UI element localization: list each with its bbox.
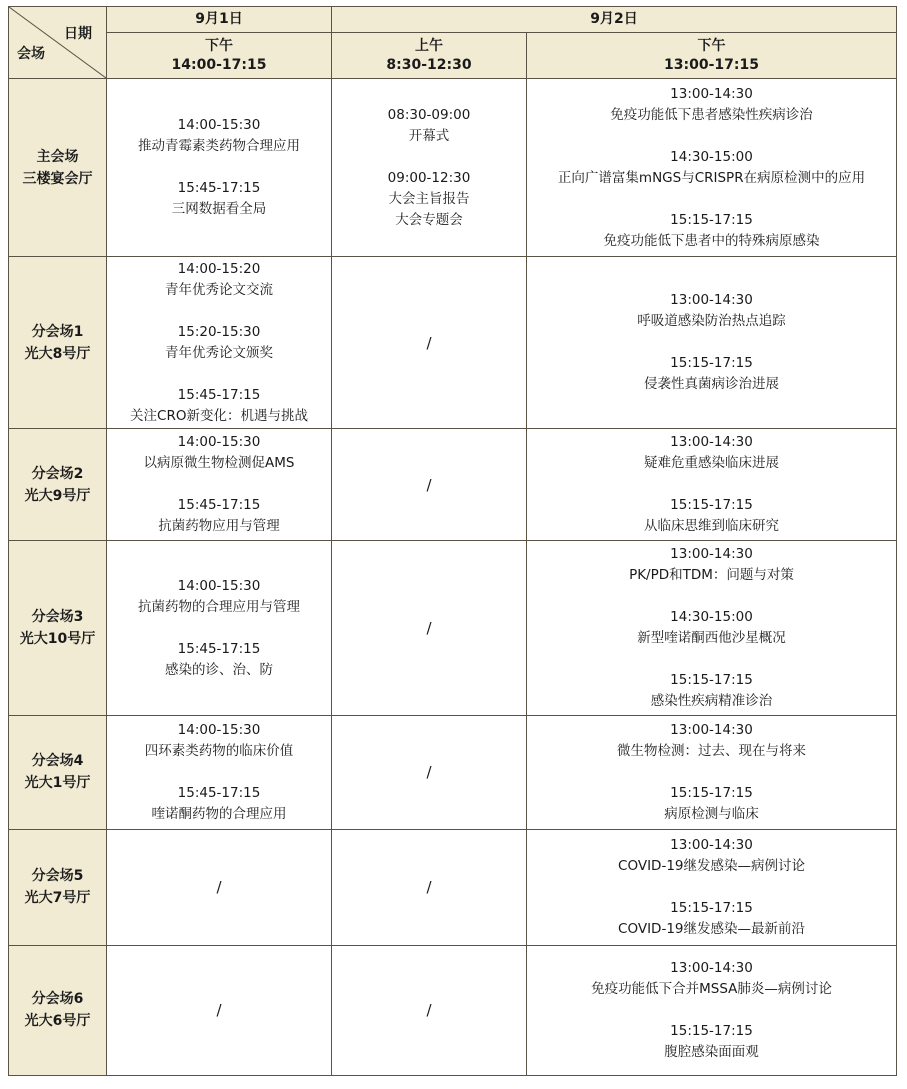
corner-header	[9, 7, 107, 79]
session-block	[107, 576, 331, 618]
session-time: 14:30-15:00	[670, 609, 753, 626]
session-block	[332, 105, 526, 147]
col2-time: 8:30-12:30	[386, 56, 472, 73]
session-time: 15:15-17:15	[670, 672, 753, 689]
session-block	[107, 259, 331, 301]
session-title: 呼吸道感染防治热点追踪	[637, 313, 786, 330]
venue-hall: 光大6号厅	[24, 1013, 91, 1030]
session-cell-c2	[332, 429, 527, 541]
venue-cell	[9, 715, 107, 829]
session-cell-c2	[332, 79, 527, 257]
session-block	[107, 322, 331, 364]
venue-hall: 光大9号厅	[24, 487, 91, 504]
col3-time: 13:00-17:15	[664, 56, 759, 73]
session-block	[107, 178, 331, 220]
venue-hall: 光大7号厅	[24, 890, 91, 907]
session-time: 14:30-15:00	[670, 148, 753, 165]
session-time: 14:00-15:30	[177, 577, 261, 594]
empty-slot-mark: /	[426, 878, 432, 897]
session-time: 08:30-09:00	[387, 106, 471, 123]
session-time: 15:45-17:15	[177, 640, 261, 657]
session-title: 感染性疾病精准诊治	[650, 693, 773, 710]
session-time: 15:15-17:15	[670, 784, 753, 801]
venue-cell	[9, 829, 107, 945]
session-time: 13:00-14:30	[670, 85, 753, 102]
session-title: 免疫功能低下患者中的特殊病原感染	[603, 232, 820, 249]
session-cell-c1	[107, 79, 332, 257]
session-cell-c2	[332, 541, 527, 715]
empty-slot-mark: /	[426, 475, 432, 494]
session-title: 喹诺酮药物的合理应用	[151, 805, 287, 822]
session-block	[527, 353, 896, 395]
session-title: 正向广谱富集mNGS与CRISPR在病原检测中的应用	[557, 169, 866, 186]
session-title: 推动青霉素类药物合理应用	[138, 138, 300, 155]
empty-slot-mark: /	[426, 763, 432, 782]
table-row	[9, 945, 897, 1075]
venue-cell	[9, 257, 107, 429]
venue-hall: 光大8号厅	[24, 345, 91, 362]
session-time: 15:45-17:15	[177, 497, 261, 514]
col3-period: 下午	[697, 37, 726, 54]
session-time: 14:00-15:30	[177, 434, 261, 451]
schedule-table	[8, 6, 897, 1076]
session-title: 青年优秀论文颁奖	[165, 344, 273, 361]
session-time: 14:00-15:30	[177, 721, 261, 738]
session-block	[527, 835, 896, 877]
session-title: 侵袭性真菌病诊治进展	[644, 376, 779, 393]
corner-date-label: 日期	[64, 26, 92, 42]
session-title: 免疫功能低下合并MSSA肺炎—病例讨论	[591, 980, 832, 997]
session-title: COVID-19继发感染—最新前沿	[618, 920, 805, 937]
venue-name: 分会场6	[31, 991, 84, 1008]
session-block	[527, 607, 896, 649]
session-time: 15:15-17:15	[670, 899, 753, 916]
session-block	[107, 385, 331, 427]
session-time: 14:00-15:20	[177, 260, 261, 277]
venue-name: 分会场4	[31, 753, 84, 770]
session-cell-c3	[527, 829, 897, 945]
session-time: 15:15-17:15	[670, 211, 753, 228]
session-title: 大会专题会	[395, 211, 463, 228]
venue-hall: 光大1号厅	[24, 775, 91, 792]
session-block	[527, 958, 896, 1000]
session-title: 微生物检测：过去、现在与将来	[617, 742, 806, 759]
session-cell-c1	[107, 429, 332, 541]
col1-header	[107, 33, 332, 79]
session-title: 四环素类药物的临床价值	[144, 742, 294, 759]
empty-slot-mark: /	[426, 619, 432, 638]
session-title: COVID-19继发感染—病例讨论	[618, 857, 805, 874]
venue-cell	[9, 541, 107, 715]
venue-cell	[9, 429, 107, 541]
session-block	[527, 495, 896, 537]
session-cell-c3	[527, 429, 897, 541]
session-title: 青年优秀论文交流	[165, 281, 273, 298]
session-block	[527, 84, 896, 126]
session-time: 13:00-14:30	[670, 721, 753, 738]
session-time: 13:00-14:30	[670, 546, 753, 563]
session-title: 关注CRO新变化：机遇与挑战	[130, 407, 308, 424]
session-time: 15:45-17:15	[177, 386, 261, 403]
session-cell-c2	[332, 829, 527, 945]
session-cell-c1	[107, 829, 332, 945]
session-block	[527, 720, 896, 762]
session-cell-c3	[527, 541, 897, 715]
session-block	[107, 432, 331, 474]
session-block	[527, 432, 896, 474]
table-row	[9, 429, 897, 541]
venue-cell	[9, 945, 107, 1075]
col1-time: 14:00-17:15	[171, 56, 267, 73]
session-cell-c1	[107, 945, 332, 1075]
session-time: 15:15-17:15	[670, 1022, 753, 1039]
session-title: 以病原微生物检测促AMS	[143, 455, 295, 472]
corner-venue-label: 会场	[17, 46, 45, 62]
session-cell-c2	[332, 945, 527, 1075]
session-title: 抗菌药物应用与管理	[158, 518, 280, 535]
session-block	[527, 147, 896, 189]
session-cell-c3	[527, 715, 897, 829]
session-block	[107, 783, 331, 825]
session-title: 大会主旨报告	[388, 190, 470, 207]
empty-slot-mark: /	[426, 333, 432, 352]
empty-slot-mark: /	[216, 1001, 222, 1020]
table-row	[9, 829, 897, 945]
session-time: 15:20-15:30	[177, 323, 261, 340]
empty-slot-mark: /	[216, 878, 222, 897]
session-block	[527, 210, 896, 252]
session-cell-c1	[107, 715, 332, 829]
session-time: 15:15-17:15	[670, 355, 753, 372]
session-time: 09:00-12:30	[387, 169, 471, 186]
session-time: 15:15-17:15	[670, 497, 753, 514]
session-time: 13:00-14:30	[670, 836, 753, 853]
table-row	[9, 257, 897, 429]
session-cell-c2	[332, 257, 527, 429]
col2-period: 上午	[415, 37, 443, 54]
session-title: 新型喹诺酮西他沙星概况	[637, 630, 786, 647]
venue-name: 分会场3	[31, 609, 84, 626]
session-block	[527, 1021, 896, 1063]
table-row	[9, 541, 897, 715]
venue-hall: 三楼宴会厅	[22, 170, 93, 187]
session-title: 免疫功能低下患者感染性疾病诊治	[610, 106, 813, 123]
venue-name: 分会场1	[31, 323, 84, 340]
session-title: 开幕式	[408, 127, 450, 144]
session-cell-c3	[527, 257, 897, 429]
session-block	[527, 290, 896, 332]
session-block	[332, 168, 526, 231]
session-time: 14:00-15:30	[177, 117, 261, 134]
session-title: 疑难危重感染临床进展	[644, 455, 779, 472]
session-cell-c1	[107, 541, 332, 715]
session-cell-c1	[107, 257, 332, 429]
session-title: 感染的诊、治、防	[165, 661, 273, 678]
venue-name: 分会场2	[31, 465, 84, 482]
col1-period: 下午	[205, 37, 233, 54]
session-block	[527, 544, 896, 586]
session-time: 15:45-17:15	[177, 180, 261, 197]
session-time: 13:00-14:30	[670, 959, 753, 976]
session-block	[107, 720, 331, 762]
session-title: 腹腔感染面面观	[664, 1043, 759, 1060]
table-row	[9, 715, 897, 829]
session-block	[107, 639, 331, 681]
day1-header: 9月1日	[107, 7, 332, 33]
session-block	[527, 670, 896, 712]
session-title: 从临床思维到临床研究	[644, 518, 779, 535]
table-row	[9, 79, 897, 257]
session-block	[527, 898, 896, 940]
session-time: 15:45-17:15	[177, 784, 261, 801]
session-time: 13:00-14:30	[670, 292, 753, 309]
day2-header: 9月2日	[332, 7, 897, 33]
session-time: 13:00-14:30	[670, 434, 753, 451]
session-block	[527, 783, 896, 825]
session-cell-c3	[527, 79, 897, 257]
venue-cell	[9, 79, 107, 257]
session-cell-c3	[527, 945, 897, 1075]
col2-header	[332, 33, 527, 79]
col3-header	[527, 33, 897, 79]
session-title: 病原检测与临床	[664, 805, 759, 822]
venue-name: 分会场5	[31, 868, 84, 885]
session-title: PK/PD和TDM：问题与对策	[629, 567, 794, 584]
session-title: 三网数据看全局	[171, 201, 267, 218]
empty-slot-mark: /	[426, 1001, 432, 1020]
session-cell-c2	[332, 715, 527, 829]
session-block	[107, 115, 331, 157]
session-title: 抗菌药物的合理应用与管理	[138, 598, 300, 615]
session-block	[107, 495, 331, 537]
venue-hall: 光大10号厅	[19, 631, 96, 648]
venue-name: 主会场	[36, 148, 79, 165]
